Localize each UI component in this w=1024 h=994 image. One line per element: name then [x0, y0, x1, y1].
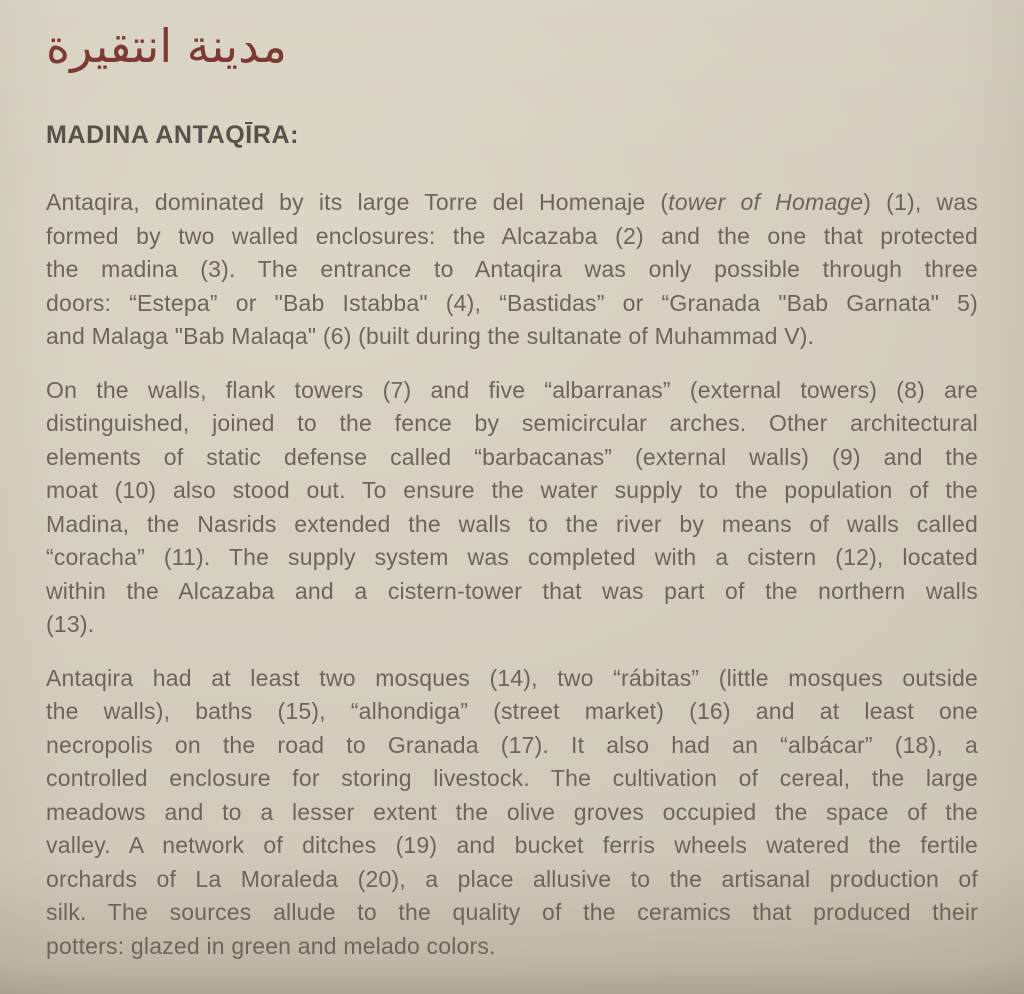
text-segment: distinguished, joined to the fence by semicircular arches. Other architectural [46, 410, 978, 436]
text-segment: silk. The sources allude to the quality of the ceramics that produced their [46, 899, 978, 925]
panel-heading: MADINA ANTAQĪRA: [46, 121, 300, 149]
text-line [46, 796, 978, 830]
text-line [46, 662, 978, 696]
text-segment: potters: glazed in green and melado colors. [46, 932, 496, 959]
text-line [46, 608, 978, 642]
text-segment: meadows and to a lesser extent the olive groves occupied the space of the [46, 798, 978, 825]
text-segment: Madina, the Nasrids extended the walls to the river by means of walls called [46, 510, 978, 537]
text-line [46, 186, 978, 220]
text-line [46, 762, 978, 796]
text-line [46, 441, 978, 475]
arabic-title: مدينة انتقيرة [46, 19, 287, 73]
text-segment: orchards of La Moraleda (20), a place allusive to the artisanal production of [46, 865, 978, 892]
text-line [46, 729, 978, 763]
text-segment: necropolis on the road to Granada (17). It also had an “albácar” (18), a [46, 731, 978, 758]
text-segment: Antaqira, dominated by its large Torre del Homenaje ( [46, 189, 669, 215]
text-segment: and Malaga "Bab Malaqa" (6) (built during the sultanate of Muhammad V). [46, 323, 815, 349]
text-segment: “coracha” (11). The supply system was completed with a cistern (12), located [46, 544, 978, 570]
text-segment: (13). [46, 611, 95, 637]
text-line [46, 374, 978, 408]
paragraph [46, 186, 978, 354]
text-segment: doors: “Estepa” or "Bab Istabba" (4), “Bastidas” or “Granada "Bab Garnata" 5) [46, 289, 978, 316]
text-line [46, 541, 978, 575]
text-segment: within the Alcazaba and a cistern-tower that was part of the northern walls [46, 577, 978, 604]
text-segment: Antaqira had at least two mosques (14), two “rábitas” (little mosques outside [46, 664, 978, 691]
text-segment: the madina (3). The entrance to Antaqira was only possible through three [46, 256, 978, 282]
text-line [46, 220, 978, 254]
italic-text-segment: tower of Homage [668, 189, 864, 215]
paragraph [46, 374, 978, 642]
text-line [46, 896, 978, 930]
text-segment: the walls), baths (15), “alhondiga” (street market) (16) and at least one [46, 698, 978, 724]
body-text [46, 186, 978, 963]
text-segment: On the walls, flank towers (7) and five “albarranas” (external towers) (8) are [46, 376, 978, 403]
text-line [46, 930, 978, 964]
text-line [46, 829, 978, 863]
text-segment: ) (1), was [863, 189, 979, 215]
text-segment: formed by two walled enclosures: the Alcazaba (2) and the one that protected [46, 222, 978, 249]
text-line [46, 863, 978, 897]
text-line [46, 575, 978, 609]
text-line [46, 474, 978, 508]
text-line [46, 320, 978, 354]
text-segment: elements of static defense called “barbacanas” (external walls) (9) and the [46, 443, 978, 470]
text-line [46, 287, 978, 321]
text-line [46, 695, 978, 729]
text-line [46, 407, 978, 441]
text-segment: valley. A network of ditches (19) and bucket ferris wheels watered the fertile [46, 832, 978, 858]
paragraph [46, 662, 978, 964]
text-segment: controlled enclosure for storing livestock. The cultivation of cereal, the large [46, 765, 978, 791]
text-line [46, 508, 978, 542]
text-segment: moat (10) also stood out. To ensure the water supply to the population of the [46, 477, 978, 503]
text-line [46, 253, 978, 287]
